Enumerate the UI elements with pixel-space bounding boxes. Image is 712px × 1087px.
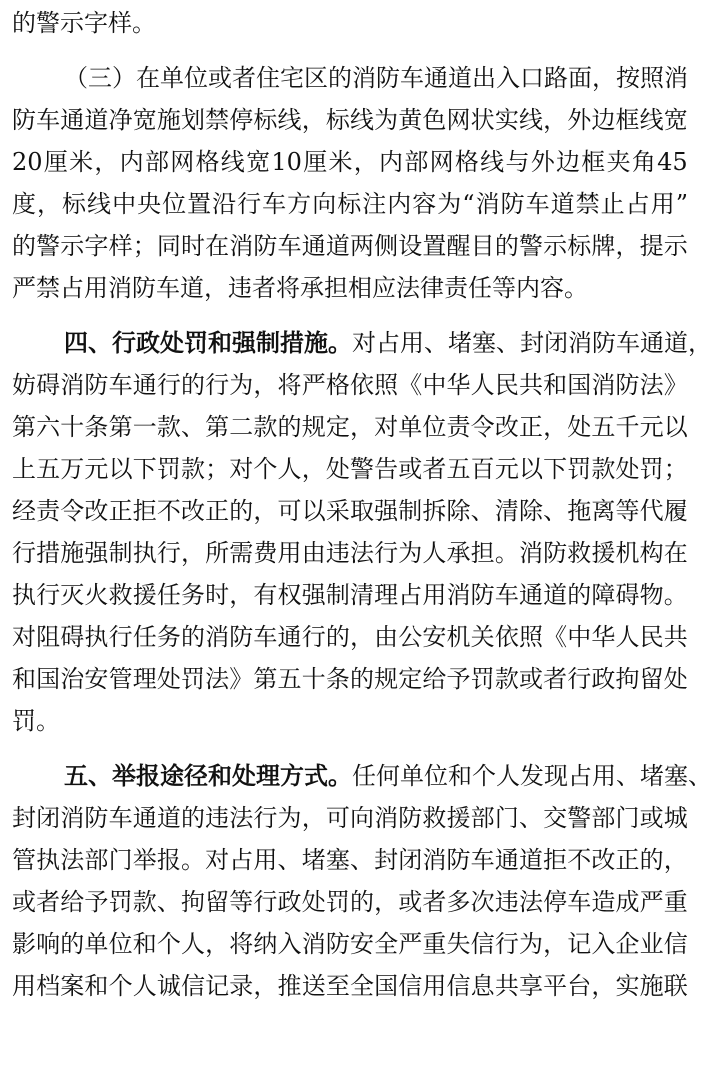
text-line: 罚 。: [12, 707, 60, 735]
text-line: 封 闭 消 防 车 通 道 的 违 法 行 为 ， 可 向 消 防 救 援 部 门 、 交 警 部 门 或 城: [12, 804, 688, 832]
paragraph-gap: [12, 44, 688, 57]
text-line: 管 执 法 部 门 举 报 。 对 占 用 、 堵 塞 、 封 闭 消 防 车 通 道 拒 不 改 正 的 ，: [12, 846, 688, 874]
text-line: 的 警 示 字 样 。: [12, 9, 156, 37]
paragraph-p0: [12, 2, 688, 44]
text-line: 五 、 举 报 途 径 和 处 理 方 式 。 任 何 单 位 和 个 人 发 现 占 用 、 堵 塞 、: [64, 762, 712, 790]
text-line: 影 响 的 单 位 和 个 人 ， 将 纳 入 消 防 安 全 严 重 失 信 行 为 ， 记 入 企 业 信: [12, 930, 688, 958]
text-line: 对 阻 碍 执 行 任 务 的 消 防 车 通 行 的 ， 由 公 安 机 关 依 照 《 中 华 人 民 共: [12, 623, 688, 651]
paragraph-p2: [12, 322, 712, 742]
text-line: 和 国 治 安 管 理 处 罚 法 》 第 五 十 条 的 规 定 给 予 罚 款 或 者 行 政 拘 留 处: [12, 665, 688, 693]
text-line: 或 者 给 予 罚 款 、 拘 留 等 行 政 处 罚 的 ， 或 者 多 次 违 法 停 车 造 成 严 重: [12, 888, 688, 916]
text-line: 行 措 施 强 制 执 行 ， 所 需 费 用 由 违 法 行 为 人 承 担 。 消 防 救 援 机 构 在: [12, 539, 688, 567]
text-line: 第 六 十 条 第 一 款 、 第 二 款 的 规 定 ， 对 单 位 责 令 改 正 ， 处 五 千 元 以: [12, 413, 688, 441]
text-line: 经 责 令 改 正 拒 不 改 正 的 ， 可 以 采 取 强 制 拆 除 、 清 除 、 拖 离 等 代 履: [12, 497, 688, 525]
text-line: （ 三 ） 在 单 位 或 者 住 宅 区 的 消 防 车 通 道 出 入 口 路 面 ， 按 照 消: [64, 64, 688, 92]
paragraph-p3: [12, 755, 712, 1007]
paragraph-gap: [12, 742, 688, 755]
text-line: 四 、 行 政 处 罚 和 强 制 措 施 。 对 占 用 、 堵 塞 、 封 闭 消 防 车 通 道 ，: [64, 329, 712, 357]
paragraph-p1: [12, 57, 688, 309]
text-line: 执 行 灭 火 救 援 任 务 时 ， 有 权 强 制 清 理 占 用 消 防 车 通 道 的 障 碍 物 。: [12, 581, 688, 609]
text-line: 防 车 通 道 净 宽 施 划 禁 停 标 线 ， 标 线 为 黄 色 网 状 实 线 ， 外 边 框 线 宽: [12, 106, 688, 134]
text-line: 用 档 案 和 个 人 诚 信 记 录 ， 推 送 至 全 国 信 用 信 息 共 享 平 台 ， 实 施 联: [12, 972, 688, 1000]
paragraph-gap: [12, 309, 688, 322]
text-line: 度 ， 标 线 中 央 位 置 沿 行 车 方 向 标 注 内 容 为 “ 消 防 车 道 禁 止 占 用 ”: [12, 190, 688, 218]
text-line: 20 厘 米 ， 内 部 网 格 线 宽 10 厘 米 ， 内 部 网 格 线 与 外 边 框 夹 角 45: [12, 148, 688, 176]
text-line: 妨 碍 消 防 车 通 行 的 行 为 ， 将 严 格 依 照 《 中 华 人 民 共 和 国 消 防 法 》: [12, 371, 688, 399]
text-line: 严 禁 占 用 消 防 车 道 ， 违 者 将 承 担 相 应 法 律 责 任 等 内 容 。: [12, 274, 588, 302]
text-line: 的 警 示 字 样 ； 同 时 在 消 防 车 通 道 两 侧 设 置 醒 目 的 警 示 标 牌 ， 提 示: [12, 232, 688, 260]
document-page: [12, 0, 712, 1007]
text-line: 上 五 万 元 以 下 罚 款 ； 对 个 人 ， 处 警 告 或 者 五 百 元 以 下 罚 款 处 罚 ；: [12, 455, 688, 483]
